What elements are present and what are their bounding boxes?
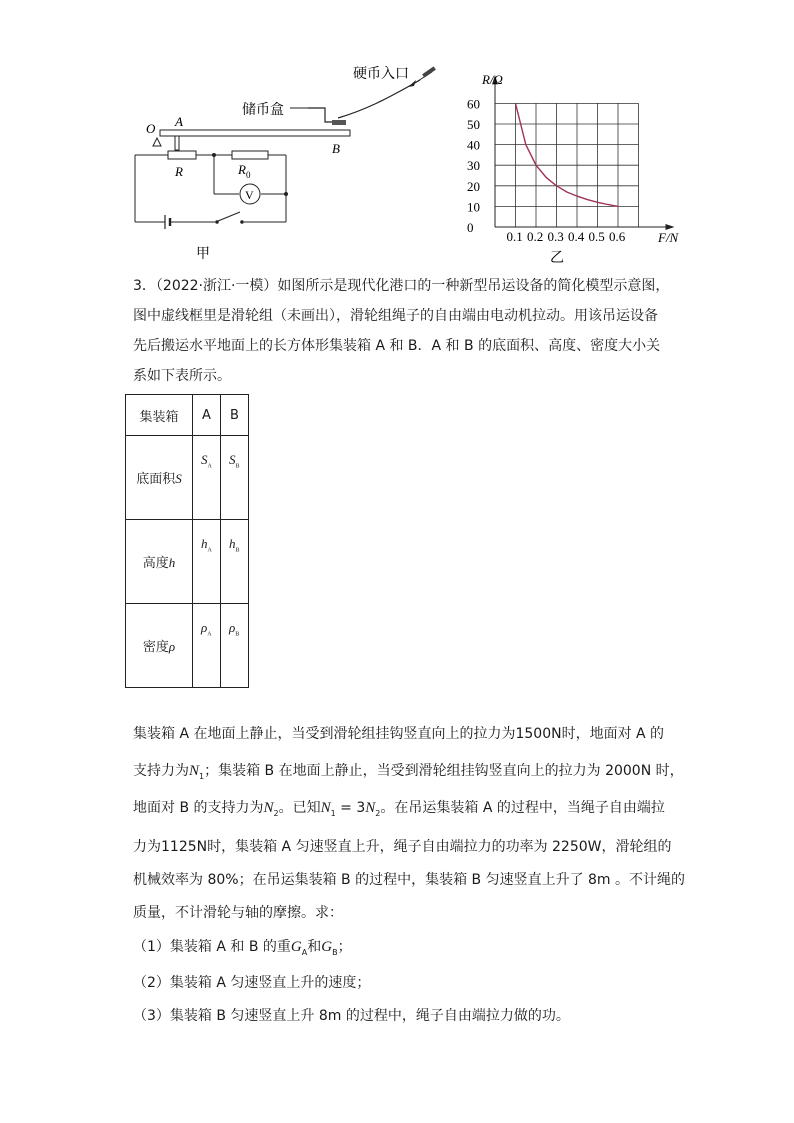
caption-jia: 甲: [196, 247, 210, 262]
x-tick-label: 0.1: [506, 229, 523, 244]
label-A: A: [175, 114, 183, 129]
switch: [218, 212, 240, 221]
row-symbol: S: [175, 471, 182, 486]
lever-bar: [160, 130, 350, 136]
body-line-3: 地面对 B 的支持力为$N_2$。已知$N_1 = 3N_2$。在吊运集装箱 A 的过程中，当绳子自由端拉: [133, 800, 665, 818]
x-tick-label: 0.3: [547, 229, 564, 244]
table-row: 高度h $h_A$ $h_B$: [126, 520, 249, 604]
pivot-o: [153, 138, 161, 146]
question-2: （2）集装箱 A 匀速竖直上升的速度；: [133, 975, 371, 991]
label-R0: R: [238, 162, 246, 177]
y-tick-label: 50: [467, 117, 480, 132]
label-O: O: [146, 121, 156, 136]
label-R0-sub: 0: [245, 170, 251, 180]
question-3: （3）集装箱 B 匀速竖直上升 8m 的过程中，绳子自由端拉力做的功。: [133, 1008, 570, 1024]
body-line-6: 质量，不计滑轮与轴的摩擦。求：: [133, 905, 343, 921]
y-tick-label: 30: [467, 158, 480, 174]
figure-yi-chart: [440, 62, 700, 272]
label-R: R: [175, 164, 183, 179]
x-tick-label: 0.4: [568, 229, 585, 244]
table-header-a: A: [193, 395, 221, 436]
problem-line-3: 先后搬运水平地面上的长方体形集装箱 A 和 B．A 和 B 的底面积、高度、密度大小关: [133, 338, 661, 354]
row-label: 密度: [142, 640, 169, 655]
table-header-container: 集装箱: [126, 395, 193, 436]
x-tick-label: 0.6: [609, 229, 626, 244]
y-tick-label: 40: [467, 137, 480, 153]
resistor-R0: [232, 151, 268, 159]
problem-line-2: 图中虚线框里是滑轮组（未画出），滑轮组绳子的自由端由电动机拉动。用该吊运设备: [133, 308, 658, 324]
label-B: B: [332, 141, 340, 156]
table-row: 密度ρ $\rho_A$ $\rho_B$: [126, 604, 249, 688]
coin-chute: [338, 80, 420, 118]
label-coin-entry: 硬币入口: [353, 67, 409, 82]
resistance-force-curve: [516, 103, 619, 206]
row-label: 底面积: [136, 472, 176, 487]
problem-line-4: 系如下表所示。: [133, 368, 231, 384]
label-V: V: [245, 188, 254, 202]
chart-xlabel: F/N: [658, 230, 679, 245]
body-line-4: 力为1125N时，集装箱 A 匀速竖直上升，绳子自由端拉力的功率为 2250W，滑轮组的: [133, 839, 672, 855]
table-header-b: B: [221, 395, 249, 436]
problem-line-1: 3．（2022·浙江·一模）如图所示是现代化港口的一种新型吊运设备的简化模型示意图，: [133, 278, 670, 294]
body-line-5: 机械效率为 80%；在吊运集装箱 B 的过程中，集装箱 B 匀速竖直上升了 8m 。不计绳的: [133, 872, 686, 888]
container-table: [125, 394, 249, 688]
x-tick-label: 0.5: [588, 229, 605, 244]
row-label: 高度: [142, 556, 169, 571]
y-tick-label: 60: [467, 96, 480, 112]
label-coin-box: 储币盒: [242, 103, 284, 118]
coin-box: [308, 108, 338, 122]
body-line-1: 集装箱 A 在地面上静止，当受到滑轮组挂钩竖直向上的拉力为1500N时，地面对 A 的: [133, 726, 665, 742]
chart-ylabel: R/Ω: [482, 72, 503, 87]
x-tick-label: 0.2: [527, 229, 544, 244]
row-symbol: ρ: [168, 639, 176, 654]
svg-text:R0: [237, 162, 251, 180]
figure-jia-circuit: [120, 60, 450, 270]
table-row: 底面积S $S_A$ $S_B$: [126, 436, 249, 520]
row-symbol: h: [168, 555, 176, 570]
question-1: （1）集装箱 A 和 B 的重$G_A$和$G_B$；: [133, 939, 352, 957]
y-tick-label: 0: [467, 220, 474, 235]
y-tick-label: 10: [467, 199, 480, 215]
resistor-R: [168, 151, 196, 159]
caption-yi: 乙: [550, 251, 564, 266]
y-tick-label: 20: [467, 178, 480, 194]
body-line-2: 支持力为$N_1$；集装箱 B 在地面上静止，当受到滑轮组挂钩竖直向上的拉力为 2000N 时，: [133, 763, 684, 781]
